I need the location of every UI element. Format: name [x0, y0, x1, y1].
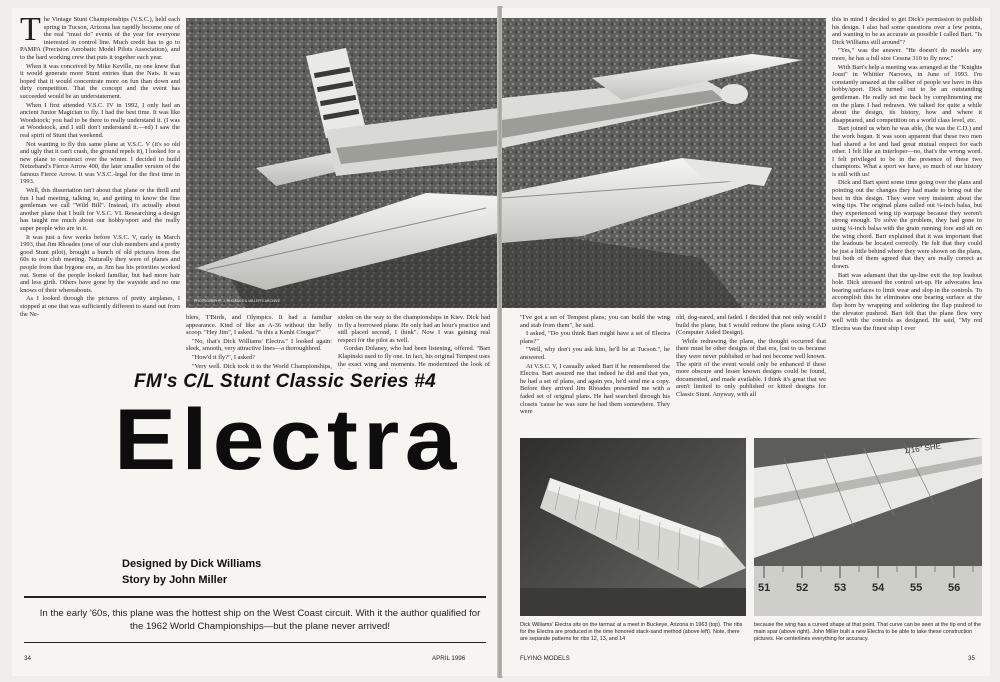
photo-credit: PHOTOGRAPHY: J. RHOADES & MILLER'S ARCHIVE [194, 299, 281, 303]
body-column-3 [338, 314, 490, 369]
photo-caption-right: because the wing has a curved shape at that point. That curve can be seen at the tip end of the main spar (above right). John Miller built a new Electra to be able to take these construction pictures. He centerlines everything for accuracy. [754, 622, 982, 642]
ruler-note: 1/16" SHE [903, 441, 942, 456]
airplane-photo-right [502, 18, 826, 308]
right-col2-paragraph-2: While redrawing the plans, the thought occurred that there must be other designs of that era, lost to us because they were never published or had not become well known. The spirit of the event would only be enhanced if these more obscure and lesser known designs could be found, documented, and made available. I think it's great that we aren't limited to only published or kitted designs for Classic Stunt. Anyway, with all [676, 337, 826, 398]
intro-column [20, 16, 180, 386]
issue-date: APRIL 1996 [432, 655, 466, 662]
ruler-label: 55 [910, 582, 923, 594]
left-page [12, 8, 498, 676]
intro-paragraph-3: When I first attended V.S.C. IV in 1992, I only had an ancient Junior Magician to fly. I had the best time. It was like Woodstock; you had to be there to really understand it. (I was at Woodstock, and I still don't understand it.—ed) I saw the real spirit of Stunt that weekend. [20, 101, 180, 139]
intro-paragraph-7: As I looked through the pictures of pretty airplanes, I stopped at one that was sufficiently different to stand out from the Ne- [20, 295, 180, 318]
right-page [502, 8, 990, 676]
ruler-label: 54 [872, 582, 885, 594]
right-col2-paragraph-1: old, dog-eared, and faded. I decided that not only would I build the plane, but I would redraw the plans using CAD (Computer Aided Design). [676, 314, 826, 337]
series-title: FM's C/L Stunt Classic Series #4 [133, 371, 437, 392]
col2-paragraph-1: blers, T'Birds, and Olympics. It had a familiar appearance. Kind of like an A-36 without the belly scoop. "Hey Jim", I asked. "is this a Kenhi Cougar?" [186, 314, 332, 337]
body-column-right-2 [676, 314, 826, 426]
drop-cap: T [20, 16, 41, 48]
rib-stack-photo [520, 438, 746, 616]
deck-text: In the early '60s, this plane was the hottest ship on the West Coast circuit. With it the author qualified for the 1962 World Championships—but the plane never arrived! [39, 608, 481, 632]
right-col3-paragraph-6: Bart was adamant that the up-line exit the top leadout hole. Dick stressed the control set-up. He advocates less bearing surfaces to limit wear and slop in the controls. To accomplish this he eliminates one bearing surface at the flap horn by wrapping and soldering the flap pushrod to the elevator pushrod. Bart felt that the plane flew very well with the controls as designed. He said, "My red Electra was the finest ship I ever [832, 271, 982, 332]
right-col3-paragraph-2: "Yes," was the answer. "He doesn't do models any more, he has a full size Cessna 310 to fly now." [832, 47, 982, 62]
col3-paragraph-2: Gordan Dolaney, who had been listening, offered. "Bart Klapinski used to fly one. In fact, his original Tempest uses the exact wing and moments. He modernized the look of [338, 345, 490, 368]
ruler-label: 52 [796, 582, 809, 594]
ruler-label: 56 [948, 582, 961, 594]
spar-ruler-photo [754, 438, 982, 616]
right-col3-paragraph-1: this in mind I decided to get Dick's permission to publish his design. I also had some questions over a few points, and wanting to be as accurate as possible I called Bart. "Is Dick Williams still around"? [832, 16, 982, 46]
right-col1-paragraph-2: I asked, "Do you think Bart might have a set of Electra plans?" [520, 330, 670, 345]
article-title: Electra [114, 392, 462, 488]
col2-paragraph-2: "No, that's Dick Williams' Electra." I looked again: sleek, smooth, very attractive lines—a thoroughbred. [186, 337, 332, 353]
col2-paragraph-4: "Very well. Dick took it to the World Championships, [192, 362, 332, 369]
author-byline: Story by John Miller [122, 574, 228, 586]
intro-paragraph-6: It was just a few weeks before V.S.C. V, early in March 1993, that Jim Rhoades (one of our club members and a pretty good Stunt pilot), brought a bunch of old pictures from the 60s to our club meeting. Naturally they were of planes and people from that bygone era, as Jim has his priorities worked out. Some of the people looked familiar, but had more hair and less girth. Others have gone by the wayside and no one knows of their whereabouts. [20, 233, 180, 294]
deck-rule-bottom [24, 642, 486, 643]
right-col3-paragraph-3: With Bart's help a meeting was arranged at the "Knights Joust" in Whittier Narrows, in June of 1993. I'm constantly amazed at the caliber of people we have in this hobby/sport. Dick turned out to be an outstanding gentleman. He really set me back by complimenting me on the plans I had redrawn. We talked for quite a while about the design, its history, how and where it disappeared, and competition on a world class level, etc. [832, 63, 982, 124]
hero-photo-left [186, 18, 498, 308]
ruler-scale [758, 582, 982, 594]
col3-paragraph-1: stolen on the way to the championships in Kiev. Dick had to fly a borrowed plane. He only had an hour's practice and still placed second, I think". Now I was gaining real respect for the pilot as well. [338, 314, 490, 344]
page-number-left: 34 [24, 655, 31, 662]
body-column-right-1 [520, 314, 670, 426]
magazine-name: FLYING MODELS [520, 655, 570, 662]
designer-byline: Designed by Dick Williams [122, 558, 262, 570]
photo-caption-left: Dick Williams' Electra sits on the tarmac at a meet in Buckeye, Arizona in 1963 (top). The ribs for the Electra are produced in the time honored stack-sand method (above left). Note, there are separate patterns for ribs 12, 13, and 14 [520, 622, 743, 642]
body-column-2 [186, 314, 332, 369]
intro-paragraph-1: he Vintage Stunt Championships (V.S.C.), held each spring in Tucson, Arizona has rapidly become one of the real "must do" events of the year for everyone interested in control line. Much credit has to go to PAMPA (Precision Aerobatic Model Pilots Association), and to the hard working crew that puts it together each year. [20, 16, 180, 61]
col2-paragraph-3: "How'd it fly?", I asked? [192, 353, 255, 361]
rib-stack-image [520, 438, 746, 616]
airplane-photo-left [186, 18, 498, 308]
intro-paragraph-4: Not wanting to fly this same plane at V.S.C. V (it's so old and ugly that it can't crash, the ground repels it), I looked for a new plane to construct over the winter. I decided to build Netzeband's Fierce Arrow 400, the later smaller version of the famous Fierce Arrow. It was V.S.C.-legal for the first time in 1993. [20, 140, 180, 186]
ruler-label: 51 [758, 582, 771, 594]
page-number-right: 35 [968, 655, 975, 662]
deck-rule-top [24, 596, 486, 598]
ruler-label: 53 [834, 582, 847, 594]
right-col3-paragraph-5: Dick and Bart spent some time going over the plans and pointing out the changes they had made to bring out the best in this design. They were very insistent about the wing tips. The original plans called out ⅛-inch balsa, but they experienced wing tip warpage because they weren't strong enough. To solve the problem, they had gone to using ¼-inch balsa with the grain running fore and aft on the wing chord. Bart explained that it was important that the leadouts be located correctly. He felt that they could be just a little behind where they were shown on the plans, but both of them agreed that they are really correct as drawn. [832, 179, 982, 270]
intro-paragraph-5: Well, this dissertation isn't about that plane or the thrill and fun I had meeting, talking to, and getting to know the fine gentleman we call "Wild Bill". Instead, it's actually about another plane that I built for V.S.C. VI. Researching a design has taught me much about our hobby/sport and the really super people who are in it. [20, 187, 180, 233]
hero-photo-right [502, 18, 826, 308]
right-col1-paragraph-1: "I've got a set of Tempest plans; you can build the wing and stab from them", he said. [520, 314, 670, 329]
right-col3-paragraph-4: Bart joined us when he was able, (he was the C.D.) and the work began. It was soon apparent that these two men had shared a lot and had great mutual respect for each other. I felt like an interloper—no, that's the wrong word. I felt privileged to be in the presence of these two champions. What a sport we have, so much of our history is still with us! [832, 125, 982, 178]
right-col1-paragraph-3: "Well, why don't you ask him, he'll be at Tucson.", he answered. [520, 346, 670, 361]
right-col1-paragraph-4: At V.S.C. V, I casually asked Bart if he remembered the Electra. Bart assured me that indeed he did and that yes, he had a set of plans, and again yes, he'd send me a copy. Before they arrived Jim Rhoades presented me with a faded set of original plans. He had searched through his closets 'cause he was sure he had them somewhere. They were [520, 362, 670, 416]
intro-paragraph-2: When it was conceived by Mike Keville, no one knew that it would generate more Stunt entries than the Nats. It was hoped that it would concentrate more on fun than down and dirty competition. That the concept and the event has succeeded would be an understatement. [20, 62, 180, 100]
